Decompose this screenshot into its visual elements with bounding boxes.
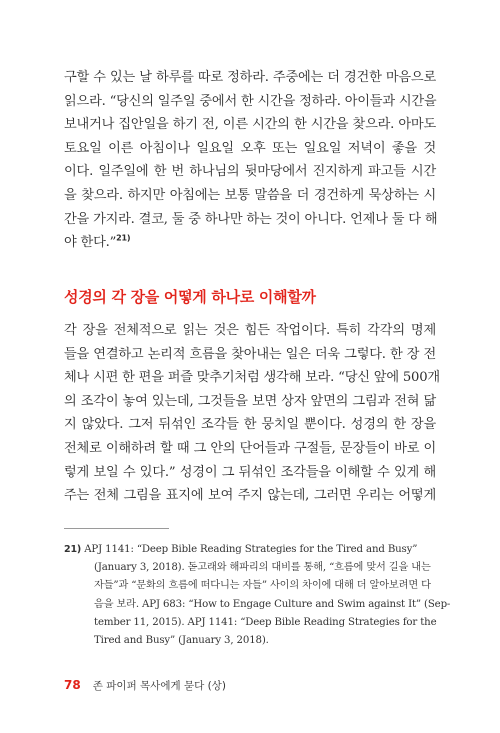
footnote-line: 자들”과 “문화의 흐름에 떠다니는 자들” 사이의 차이에 대해 더 알아보려면 다 <box>94 580 431 592</box>
footnote-number: 21) <box>64 544 82 555</box>
text-line: 읽으라. “당신의 일주일 중에서 한 시간을 정하라. 아이들과 시간을 <box>64 93 437 109</box>
footnote-line: 음을 보라. APJ 683: “How to Engage Culture and Swim against It” (Sep- <box>94 598 451 610</box>
text-line <box>64 231 436 255</box>
text-line: 이다. 일주일에 한 번 하나님의 뒷마당에서 진지하게 파고들 시간 <box>64 164 436 180</box>
footnote-line: tember 11, 2015). APJ 1141: “Deep Bible Reading Strategies for the <box>94 616 437 628</box>
text-line: 구할 수 있는 날 하루를 따로 정하라. 주중에는 더 경건한 마음으로 <box>64 70 436 85</box>
running-title: 존 파이퍼 목사에게 묻다 (상) <box>92 680 226 692</box>
text-line: 들을 연결하고 논리적 흐름을 찾아내는 일은 더욱 그렇다. 한 장 전 <box>64 346 436 362</box>
body-paragraph-1 <box>64 66 436 255</box>
footnote-line: (January 3, 2018). 돋고래와 해파리의 대비를 통해, “흐름에 맞서 길을 내는 <box>94 562 431 574</box>
page-number: 78 <box>64 678 81 692</box>
text-line: 체나 시편 한 편을 퍼즐 맞추기처럼 생각해 보라. “당신 앞에 500개 <box>64 370 440 386</box>
text-line: 보내거나 집안일을 하기 전, 이른 시간의 한 시간을 찾으라. 아마도 <box>64 117 436 133</box>
text-line: 의 조각이 놓여 있는데, 그것들을 보면 상자 앞면의 그림과 전혀 닮 <box>64 393 436 409</box>
text-line: 지 않았다. 그저 뒤섞인 조각들 한 뭉치일 뿐이다. 성경의 한 장을 <box>64 417 436 433</box>
footnote <box>64 541 451 650</box>
text-line-content: 야 한다.” <box>64 235 117 251</box>
text-line: 간을 가지라. 결코, 둘 중 하나만 하는 것이 아니다. 언제나 둘 다 해 <box>64 211 438 227</box>
text-line: 주는 전체 그림을 표지에 보여 주지 않는데, 그러면 우리는 어떻게 <box>64 488 436 504</box>
text-line: 을 찾으라. 하지만 아침에는 보통 말씀을 더 경건하게 묵상하는 시 <box>64 187 436 203</box>
body-paragraph-2 <box>64 319 440 508</box>
footnote-divider <box>64 528 169 529</box>
page-footer <box>64 674 226 693</box>
footnote-line <box>64 541 436 559</box>
text-line: 토요일 이른 아침이나 일요일 오후 또는 일요일 저녁이 좋을 것 <box>64 140 436 156</box>
footnote-reference[interactable]: 21) <box>116 233 131 243</box>
text-line: 렇게 보일 수 있다.” 성경이 그 뒤섞인 조각들을 이해할 수 있게 해 <box>64 464 436 480</box>
text-line: 전체로 이해하려 할 때 그 안의 단어들과 구절들, 문장들이 바로 이 <box>64 440 436 456</box>
section-heading: 성경의 각 장을 어떻게 하나로 이해할까 <box>64 288 316 306</box>
footnote-line: Tired and Busy” (January 3, 2018). <box>94 635 269 647</box>
text-line: 각 장을 전체적으로 읽는 것은 힘든 작업이다. 특히 각각의 명제 <box>64 323 436 338</box>
footnote-line-text: APJ 1141: “Deep Bible Reading Strategies for the Tired and Busy” <box>84 544 418 555</box>
